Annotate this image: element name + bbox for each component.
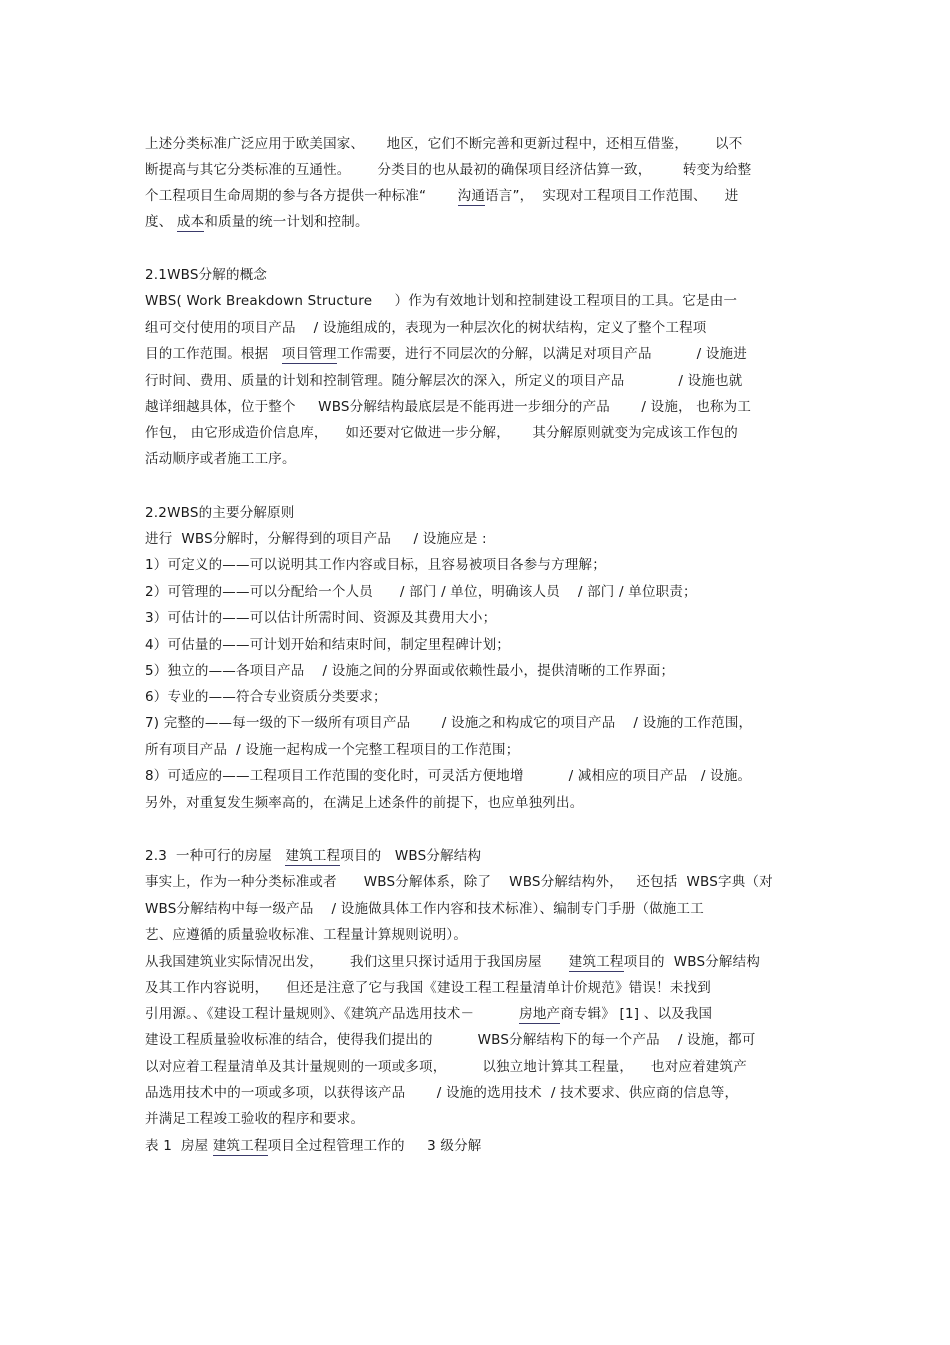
link-communication[interactable]: 沟通 [457,188,486,204]
section-2-3-p2-line-4: 建设工程质量验收标准的结合，使得我们提出的 WBS分解结构下的每一个产品 / 设施，都可 [145,1032,756,1048]
link-construction-engineering[interactable]: 建筑工程 [568,954,624,970]
list-item: 3）可估计的——可以估计所需时间、资源及其费用大小； [145,610,497,626]
section-2-1-line-6: 作包， 由它形成造价信息库， 如还要对它做进一步分解， 其分解原则就变为完成该工作包的 [145,425,738,441]
text-segment: 度、 [145,214,177,230]
text-segment: 项目的 WBS分解结构 [623,954,761,970]
link-construction-engineering[interactable]: 建筑工程 [285,848,341,864]
text-segment: 工作需要，进行不同层次的分解，以满足对项目产品 / 设施进 [336,346,747,362]
section-2-1-line-7: 活动顺序或者施工工序。 [145,451,296,467]
text-segment: 引用源。、《建设工程计量规则》、《建筑产品选用技术－ [145,1006,520,1022]
intro-line-4 [145,213,369,231]
intro-line-3 [145,187,738,205]
text-segment: 表 1 房屋 [145,1138,213,1154]
section-2-1-line-2: 组可交付使用的项目产品 / 设施组成的，表现为一种层次化的树状结构，定义了整个工程项 [145,320,707,336]
list-item: 所有项目产品 / 设施一起构成一个完整工程项目的工作范围； [145,742,520,758]
section-2-3-p1-line-2: WBS分解结构中每一级产品 / 设施做具体工作内容和技术标准）、编制专门手册（做施工工 [145,901,704,917]
section-2-3-p2-line-6: 品选用技术中的一项或多项，以获得该产品 / 设施的选用技术 / 技术要求、供应商的信息等， [145,1085,739,1101]
intro-line-1: 上述分类标准广泛应用于欧美国家、 地区，它们不断完善和更新过程中，还相互借鉴， 以不 [145,136,743,152]
section-2-1-line-3 [145,345,747,363]
section-2-3-p2-line-1 [145,953,760,971]
list-item: 2）可管理的——可以分配给一个人员 / 部门 / 单位，明确该人员 / 部门 / 单位职责； [145,584,697,600]
list-item: 8）可适应的——工程项目工作范围的变化时，可灵活方便地增 / 减相应的项目产品 / 设施。 [145,768,752,784]
text-segment: 目的工作范围。根据 [145,346,282,362]
intro-line-2: 断提高与其它分类标准的互通性。 分类目的也从最初的确保项目经济估算一致， 转变为给整 [145,162,752,178]
text-segment: 个工程项目生命周期的参与各方提供一种标准“ [145,188,458,204]
text-segment: 和质量的统一计划和控制。 [204,214,369,230]
text-segment: 商专辑》 [1] 、以及我国 [560,1006,713,1022]
text-segment: 从我国建筑业实际情况出发， 我们这里只探讨适用于我国房屋 [145,954,569,970]
section-2-3-p1-line-3: 艺、应遵循的质量验收标准、工程量计算规则说明）。 [145,927,468,943]
section-2-3-p2-line-2: 及其工作内容说明， 但还是注意了它与我国《建设工程工程量清单计价规范》错误！未找到 [145,980,711,996]
section-2-1-title: 2.1WBS分解的概念 [145,267,268,283]
link-cost[interactable]: 成本 [176,214,205,230]
section-2-3-p1-line-1: 事实上，作为一种分类标准或者 WBS分解体系，除了 WBS分解结构外， 还包括 WBS字典（对 [145,874,773,890]
list-item: 1）可定义的——可以说明其工作内容或目标，且容易被项目各参与方理解； [145,557,606,573]
section-2-2-intro: 进行 WBS分解时，分解得到的项目产品 / 设施应是 : [145,531,487,547]
list-item: 5）独立的——各项目产品 / 设施之间的分界面或依赖性最小，提供清晰的工作界面； [145,663,675,679]
section-2-1-line-4: 行时间、费用、质量的计划和控制管理。随分解层次的深入，所定义的项目产品 / 设施也就 [145,373,743,389]
table-caption [145,1137,482,1155]
list-item: 6）专业的——符合专业资质分类要求； [145,689,387,705]
link-project-management[interactable]: 项目管理 [281,346,337,362]
section-2-1-line-5: 越详细越具体，位于整个 WBS分解结构最底层是不能再进一步细分的产品 / 设施， 也称为工 [145,399,752,415]
section-2-3-p2-line-7: 并满足工程竣工验收的程序和要求。 [145,1111,365,1127]
section-2-1-line-1: WBS( Work Breakdown Structure ）作为有效地计划和控制建设工程项目的工具。它是由一 [145,293,738,309]
list-item: 7) 完整的——每一级的下一级所有项目产品 / 设施之和构成它的项目产品 / 设施的工作范围， [145,715,753,731]
section-2-3-title [145,847,481,865]
link-construction-engineering[interactable]: 建筑工程 [212,1138,268,1154]
section-2-2-title: 2.2WBS的主要分解原则 [145,505,295,521]
section-2-3-p2-line-3 [145,1005,712,1023]
section-2-3-p2-line-5: 以对应着工程量清单及其计量规则的一项或多项， 以独立地计算其工程量， 也对应着建筑产 [145,1059,747,1075]
list-item: 另外，对重复发生频率高的，在满足上述条件的前提下，也应单独列出。 [145,795,584,811]
text-segment: 语言”， 实现对工程项目工作范围、 进 [485,188,739,204]
link-real-estate[interactable]: 房地产 [519,1006,561,1022]
text-segment: 项目的 WBS分解结构 [340,848,482,864]
text-segment: 项目全过程管理工作的 3 级分解 [267,1138,482,1154]
list-item: 4）可估量的——可计划开始和结束时间，制定里程碑计划； [145,637,510,653]
text-segment: 2.3 一种可行的房屋 [145,848,286,864]
